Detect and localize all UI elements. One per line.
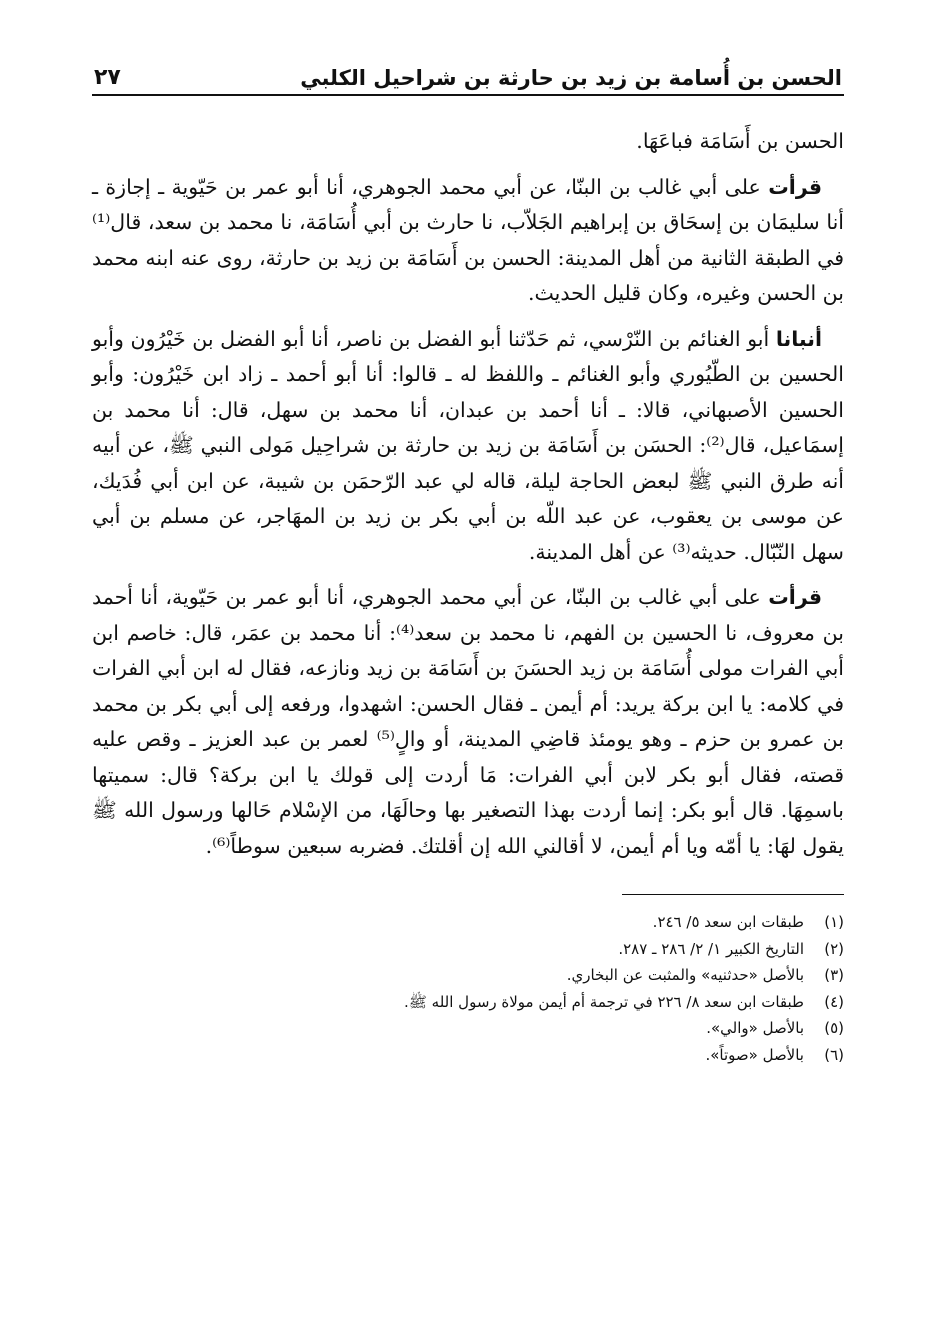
footnote-text: التاريخ الكبير ١/ ٢/ ٢٨٦ ـ ٢٨٧.: [618, 939, 804, 958]
footnote: [92, 909, 844, 936]
footnote: [92, 989, 844, 1016]
footnote: [92, 962, 844, 989]
paragraph: [92, 124, 844, 160]
footnote-number: (٦): [824, 1045, 844, 1064]
paragraph-lead: قرأت: [768, 174, 822, 199]
footnote: [92, 936, 844, 963]
running-header: [92, 48, 844, 96]
paragraph-lead: أنبانا: [775, 326, 822, 351]
footnote: [92, 1042, 844, 1069]
footnote-number: (٣): [824, 966, 844, 984]
footnote-text: بالأصل «والي».: [706, 1019, 804, 1037]
paragraph: [92, 322, 844, 571]
footnotes: [92, 909, 844, 1068]
page-number: ٢٧: [94, 65, 121, 90]
footnote-number: (٢): [824, 939, 844, 958]
paragraph-text: على أبي غالب بن البنّا، عن أبي محمد الجوهري، أنا أبو عمر بن حَيّوية، أنا أحمد بن معروف، نا الحسين بن الفهم، نا محمد بن سعد⁽⁴⁾: أنا محمد بن عمَر، قال: خاصم ابن أبي الفرات مولى أُسَامَة بن زيد الحسَنَ بن أَسَامَة بن زيد ونازعه، فقال له ابن أبي الفرات في كلامه: يا ابن بركة يريد: أم أيمن ـ فقال الحسن: اشهدوا، ورفعه إلى أبي بكر بن محمد بن عمرو بن حزم ـ وهو يومئذ قاضِي المدينة، أو والٍ⁽⁵⁾ لعمر بن عبد العزيز ـ وقص عليه قصته، فقال أبو بكر لابن أبي الفرات: مَا أردت إلى قولك يا ابن بركة؟ قال: سميتها باسمِهَا. قال أبو بكر: إنما أردت بهذا التصغير بها وحالَهَا، من الإسْلام حَالها ورسول الله ﷺ يقول لهَا: يا أمّه ويا أم أيمن، لا أقالني الله إن أقلتك. فضربه سبعين سوطاً⁽⁶⁾.: [92, 585, 844, 858]
footnote-number: (١): [824, 913, 844, 931]
footnote-number: (٥): [824, 1019, 844, 1037]
paragraph-text: الحسن بن أَسَامَة فباعَهَا.: [636, 129, 844, 153]
paragraph: [92, 170, 844, 312]
book-page: [92, 48, 844, 1328]
paragraph-text: أبو الغنائم بن النّرْسي، ثم حَدّثنا أبو الفضل بن ناصر، أنا أبو الفضل بن خَيْرُون وأبو الحسين بن الطّيُوري وأبو الغنائم ـ واللفظ له ـ قالوا: أنا أبو أحمد ـ زاد ابن خَيْرُون: وأبو الحسين الأصبهاني، قالا: ـ أنا أحمد بن عبدان، أنا محمد بن سهل، قال: أنا محمد بن إسمَاعيل، قال⁽²⁾: الحسَن بن أَسَامَة بن زيد بن حارثة بن شراحِيل مَولى النبي ﷺ، عن أبيه أنه طرق النبي ﷺ لبعض الحاجة ليلة، قاله لي عبد الرّحمَن بن شيبة، عن ابن أبي فُدَيك، عن موسى بن يعقوب، عن عبد اللّه بن أبي بكر بن زيد بن المهَاجر، عن مسلم بن أبي سهل النّبّال. حديثه⁽³⁾ عن أهل المدينة.: [92, 326, 844, 564]
paragraph-lead: قرأت: [768, 585, 822, 609]
footnote-text: بالأصل «حدثنيه» والمثبت عن البخاري.: [566, 966, 804, 984]
footnote-text: طبقات ابن سعد ٨/ ٢٢٦ في ترجمة أم أيمن مولاة رسول الله ﷺ.: [404, 992, 804, 1011]
footnote-number: (٤): [824, 992, 844, 1011]
paragraph: [92, 580, 844, 864]
footnote-divider: [622, 894, 844, 895]
footnote-text: طبقات ابن سعد ٥/ ٢٤٦.: [652, 913, 804, 931]
footnote-text: بالأصل «صوتاً».: [705, 1045, 804, 1064]
paragraph-text: على أبي غالب بن البنّا، عن أبي محمد الجوهري، أنا أبو عمر بن حَيّوية ـ إجازة ـ أنا سليمَان بن إسحَاق بن إبراهيم الجَلاّب، نا حارث بن أبي أُسَامَة، نا محمد بن سعد، قال⁽¹⁾ في الطبقة الثانية من أهل المدينة: الحسن بن أَسَامَة بن زيد بن حارثة، روى عنه ابنه محمد بن الحسن وغيره، وكان قليل الحديث.: [92, 174, 844, 305]
header-title: الحسن بن أُسامة بن زيد بن حارثة بن شراحيل الكلبي: [300, 66, 842, 90]
main-text: [92, 124, 844, 864]
footnote: [92, 1015, 844, 1042]
